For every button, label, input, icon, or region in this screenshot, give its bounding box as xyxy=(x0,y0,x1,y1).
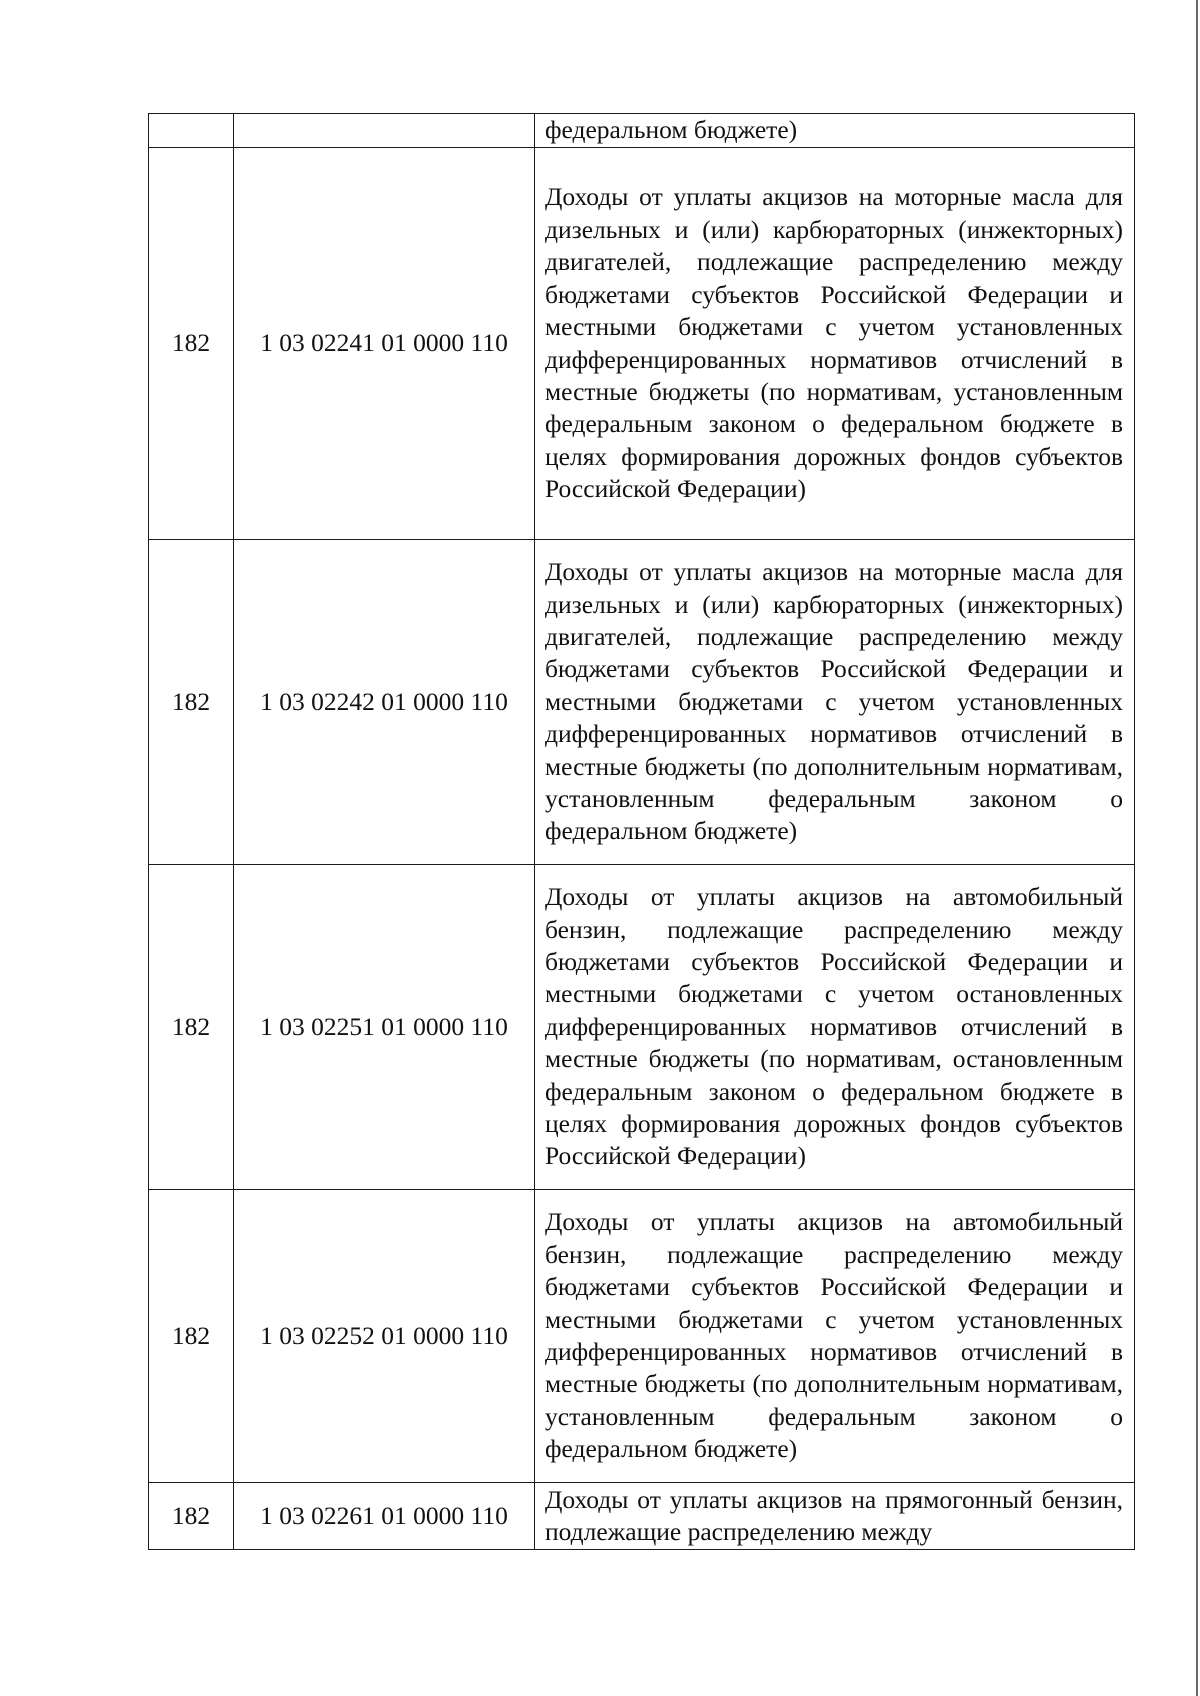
table-row xyxy=(149,540,1135,865)
admin-code-cell: 182 xyxy=(149,1190,234,1483)
table-row xyxy=(149,1483,1135,1550)
table-row xyxy=(149,865,1135,1190)
revenue-codes-table xyxy=(148,113,1135,1550)
budget-code-cell xyxy=(234,114,535,148)
budget-code-cell: 1 03 02261 01 0000 110 xyxy=(234,1483,535,1550)
table-row xyxy=(149,1190,1135,1483)
admin-code-cell: 182 xyxy=(149,865,234,1190)
budget-code-cell: 1 03 02241 01 0000 110 xyxy=(234,148,535,540)
income-name-cell: Доходы от уплаты акцизов на моторные масла для дизельных и (или) карбюраторных (инжекторных) двигателей, подлежащие распределению между бюджетами субъектов Российской Федерации и местными бюджетами с учетом установленных дифференцированных нормативов отчислений в местные бюджеты (по нормативам, установленным федеральным законом о федеральном бюджете в целях формирования дорожных фондов субъектов Российской Федерации) xyxy=(535,148,1135,540)
table-row xyxy=(149,148,1135,540)
income-name-cell: федеральном бюджете) xyxy=(535,114,1135,148)
income-name-cell: Доходы от уплаты акцизов на автомобильный бензин, подлежащие распределению между бюджетами субъектов Российской Федерации и местными бюджетами с учетом установленных дифференцированных нормативов отчислений в местные бюджеты (по дополнительным нормативам, установленным федеральным законом о федеральном бюджете) xyxy=(535,1190,1135,1483)
income-name-cell: Доходы от уплаты акцизов на автомобильный бензин, подлежащие распределению между бюджетами субъектов Российской Федерации и местными бюджетами с учетом остановленных дифференцированных нормативов отчислений в местные бюджеты (по нормативам, остановленным федеральным законом о федеральном бюджете в целях формирования дорожных фондов субъектов Российской Федерации) xyxy=(535,865,1135,1190)
budget-code-cell: 1 03 02252 01 0000 110 xyxy=(234,1190,535,1483)
table-row xyxy=(149,114,1135,148)
page-edge xyxy=(1196,0,1198,1696)
admin-code-cell: 182 xyxy=(149,148,234,540)
income-name-cell: Доходы от уплаты акцизов на моторные масла для дизельных и (или) карбюраторных (инжекторных) двигателей, подлежащие распределению между бюджетами субъектов Российской Федерации и местными бюджетами с учетом установленных дифференцированных нормативов отчислений в местные бюджеты (по дополнительным нормативам, установленным федеральным законом о федеральном бюджете) xyxy=(535,540,1135,865)
admin-code-cell: 182 xyxy=(149,1483,234,1550)
admin-code-cell: 182 xyxy=(149,540,234,865)
admin-code-cell xyxy=(149,114,234,148)
income-name-cell: Доходы от уплаты акцизов на прямогонный бензин, подлежащие распределению между xyxy=(535,1483,1135,1550)
budget-code-cell: 1 03 02251 01 0000 110 xyxy=(234,865,535,1190)
budget-code-cell: 1 03 02242 01 0000 110 xyxy=(234,540,535,865)
